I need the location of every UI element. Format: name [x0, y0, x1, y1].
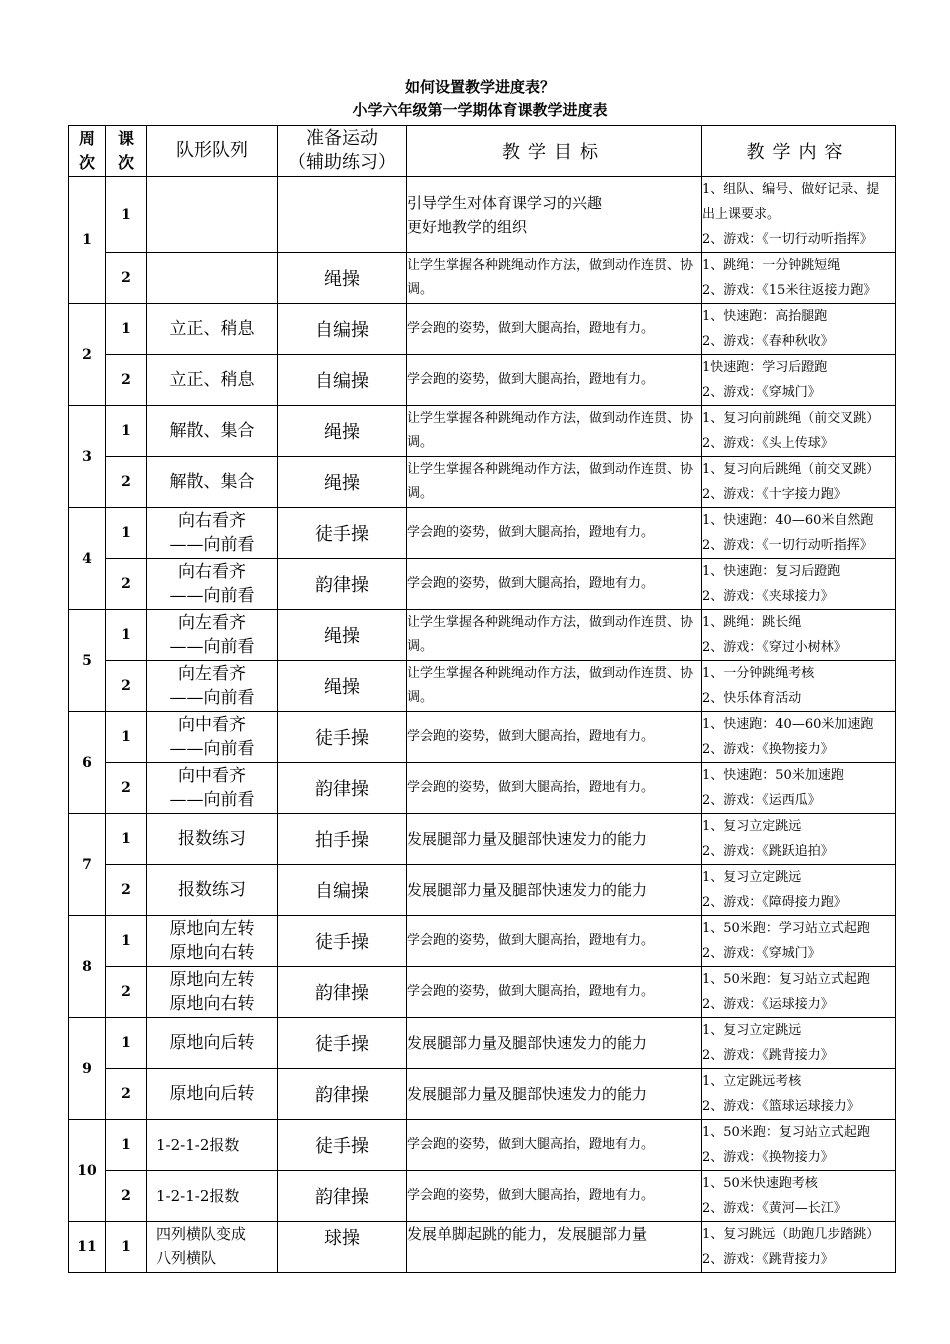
- table-row: [69, 712, 896, 763]
- warmup-cell: 自编操: [278, 865, 407, 916]
- content-line: 1、快速跑：40—60米自然跑: [702, 513, 874, 528]
- lesson-cell: 2: [106, 763, 147, 814]
- formation-cell: 向中看齐 ——向前看: [147, 763, 278, 814]
- table-row: [69, 355, 896, 406]
- warmup-cell: 自编操: [278, 304, 407, 355]
- warmup-cell: 拍手操: [278, 814, 407, 865]
- goal-line: 发展腿部力量及腿部快速发力的能力: [407, 830, 648, 848]
- goal-cell: [407, 763, 702, 814]
- goal-line: 学会跑的姿势，做到大腿高抬，蹬地有力。: [407, 1137, 655, 1152]
- goal-line: 让学生掌握各种跳绳动作方法，做到动作连贯、协调。: [407, 666, 694, 705]
- formation-cell: 立正、稍息: [147, 355, 278, 406]
- title-block: [0, 76, 950, 122]
- goal-line: 发展腿部力量及腿部快速发力的能力: [407, 1085, 648, 1103]
- content-cell: [702, 508, 896, 559]
- warmup-cell: 韵律操: [278, 1171, 407, 1222]
- table-row: [69, 304, 896, 355]
- content-line: 2、游戏：《跳跃追拍》: [702, 844, 834, 859]
- week-cell: 4: [69, 508, 106, 610]
- content-line: 2、游戏：《运西瓜》: [702, 793, 821, 808]
- goal-line: 发展单脚起跳的能力，发展腿部力量: [407, 1225, 648, 1243]
- table-row: [69, 1222, 896, 1273]
- formation-cell: 向左看齐 ——向前看: [147, 661, 278, 712]
- content-cell: [702, 865, 896, 916]
- goal-line: 学会跑的姿势，做到大腿高抬，蹬地有力。: [407, 372, 655, 387]
- formation-cell: 原地向后转: [147, 1069, 278, 1120]
- goal-cell: [407, 610, 702, 661]
- content-line: 2、游戏：《黄河—长江》: [702, 1201, 847, 1216]
- week-cell: 5: [69, 610, 106, 712]
- content-line: 1、组队、编号、做好记录、提: [702, 182, 880, 197]
- goal-cell: [407, 508, 702, 559]
- content-cell: [702, 763, 896, 814]
- content-line: 2、快乐体育活动: [702, 691, 802, 706]
- goal-line: 学会跑的姿势，做到大腿高抬，蹬地有力。: [407, 729, 655, 744]
- week-cell: 3: [69, 406, 106, 508]
- content-cell: [702, 559, 896, 610]
- goal-line: 学会跑的姿势，做到大腿高抬，蹬地有力。: [407, 576, 655, 591]
- formation-cell: 向右看齐 ——向前看: [147, 559, 278, 610]
- content-line: 2、游戏：《换物接力》: [702, 742, 834, 757]
- goal-line: 引导学生对体育课学习的兴趣: [407, 193, 603, 212]
- table-row: [69, 763, 896, 814]
- warmup-cell: 徒手操: [278, 1018, 407, 1069]
- lesson-cell: 2: [106, 559, 147, 610]
- content-line: 2、游戏：《篮球运球接力》: [702, 1099, 860, 1114]
- table-row: [69, 253, 896, 304]
- lesson-cell: 2: [106, 1171, 147, 1222]
- week-cell: 8: [69, 916, 106, 1018]
- header-warmup-line2: （辅助练习）: [288, 152, 396, 173]
- lesson-cell: 1: [106, 1018, 147, 1069]
- content-cell: [702, 1171, 896, 1222]
- goal-cell: [407, 1120, 702, 1171]
- content-line: 出上课要求。: [702, 207, 781, 222]
- content-cell: [702, 1120, 896, 1171]
- content-line: 2、游戏：《换物接力》: [702, 1150, 834, 1165]
- content-line: 2、游戏：《十字接力跑》: [702, 487, 847, 502]
- goal-cell: [407, 406, 702, 457]
- goal-line: 学会跑的姿势，做到大腿高抬，蹬地有力。: [407, 933, 655, 948]
- table-row: [69, 508, 896, 559]
- content-cell: [702, 406, 896, 457]
- formation-cell: [147, 253, 278, 304]
- content-cell: [702, 457, 896, 508]
- week-cell: 11: [69, 1222, 106, 1273]
- lesson-cell: 1: [106, 508, 147, 559]
- content-line: 1、一分钟跳绳考核: [702, 666, 815, 681]
- content-cell: [702, 712, 896, 763]
- content-line: 1、50米跑：复习站立式起跑: [702, 972, 870, 987]
- content-line: 2、游戏：《春种秋收》: [702, 334, 834, 349]
- content-cell: [702, 1069, 896, 1120]
- content-line: 2、游戏：《穿城门》: [702, 946, 821, 961]
- header-formation: 队形队列: [147, 126, 278, 177]
- goal-cell: [407, 1018, 702, 1069]
- table-row: [69, 865, 896, 916]
- table-row: [69, 1120, 896, 1171]
- content-line: 2、游戏：《穿城门》: [702, 385, 821, 400]
- lesson-cell: 1: [106, 916, 147, 967]
- content-line: 2、游戏：《跳背接力》: [702, 1048, 834, 1063]
- content-line: 1、复习向后跳绳（前交叉跳）: [702, 462, 880, 477]
- formation-cell: 1-2-1-2报数: [147, 1120, 278, 1171]
- warmup-cell: 自编操: [278, 355, 407, 406]
- formation-cell: 1-2-1-2报数: [147, 1171, 278, 1222]
- content-line: 1、复习立定跳远: [702, 870, 802, 885]
- goal-line: 学会跑的姿势，做到大腿高抬，蹬地有力。: [407, 525, 655, 540]
- warmup-cell: 绳操: [278, 610, 407, 661]
- goal-line: 学会跑的姿势，做到大腿高抬，蹬地有力。: [407, 780, 655, 795]
- content-line: 2、游戏：《头上传球》: [702, 436, 834, 451]
- table-row: [69, 1171, 896, 1222]
- content-line: 2、游戏：《运球接力》: [702, 997, 834, 1012]
- formation-cell: 报数练习: [147, 814, 278, 865]
- warmup-cell: 球操: [278, 1222, 407, 1273]
- lesson-cell: 2: [106, 457, 147, 508]
- week-cell: 2: [69, 304, 106, 406]
- formation-cell: 立正、稍息: [147, 304, 278, 355]
- content-line: 1、快速跑：高抬腿跑: [702, 309, 828, 324]
- content-line: 1、快速跑：复习后蹬跑: [702, 564, 841, 579]
- formation-cell: 报数练习: [147, 865, 278, 916]
- goal-cell: [407, 865, 702, 916]
- formation-cell: 原地向左转 原地向右转: [147, 916, 278, 967]
- content-line: 2、游戏：《障碍接力跑》: [702, 895, 847, 910]
- header-row: [69, 126, 896, 177]
- content-cell: [702, 304, 896, 355]
- content-line: 1、50米跑：复习站立式起跑: [702, 1125, 870, 1140]
- goal-cell: [407, 177, 702, 253]
- content-line: 2、游戏：《一切行动听指挥》: [702, 538, 873, 553]
- content-line: 2、游戏：《穿过小树林》: [702, 640, 847, 655]
- content-line: 1、跳绳：一分钟跳短绳: [702, 258, 841, 273]
- goal-cell: [407, 967, 702, 1018]
- goal-cell: [407, 916, 702, 967]
- warmup-cell: 韵律操: [278, 967, 407, 1018]
- lesson-cell: 2: [106, 967, 147, 1018]
- warmup-cell: 韵律操: [278, 763, 407, 814]
- content-line: 1、50米快速跑考核: [702, 1176, 818, 1191]
- formation-cell: 四列横队变成 八列横队: [147, 1222, 278, 1273]
- content-line: 1快速跑：学习后蹬跑: [702, 360, 828, 375]
- header-warmup: [278, 126, 407, 177]
- warmup-cell: 绳操: [278, 661, 407, 712]
- goal-cell: [407, 355, 702, 406]
- warmup-cell: 徒手操: [278, 1120, 407, 1171]
- header-content: 教学内容: [702, 126, 896, 177]
- goal-line: 让学生掌握各种跳绳动作方法，做到动作连贯、协调。: [407, 615, 694, 654]
- formation-cell: 向中看齐 ——向前看: [147, 712, 278, 763]
- content-cell: [702, 1222, 896, 1273]
- warmup-cell: [278, 177, 407, 253]
- goal-cell: [407, 814, 702, 865]
- lesson-cell: 1: [106, 406, 147, 457]
- content-line: 2、游戏：《15米往返接力跑》: [702, 283, 877, 298]
- content-cell: [702, 253, 896, 304]
- content-cell: [702, 967, 896, 1018]
- goal-cell: [407, 304, 702, 355]
- goal-line: 更好地教学的组织: [407, 217, 528, 236]
- content-cell: [702, 355, 896, 406]
- week-cell: 9: [69, 1018, 106, 1120]
- lesson-cell: 2: [106, 355, 147, 406]
- goal-cell: [407, 661, 702, 712]
- goal-cell: [407, 559, 702, 610]
- content-line: 2、游戏：《跳背接力》: [702, 1252, 834, 1267]
- content-line: 1、快速跑：50米加速跑: [702, 768, 844, 783]
- goal-line: 让学生掌握各种跳绳动作方法，做到动作连贯、协调。: [407, 462, 694, 501]
- goal-line: 学会跑的姿势，做到大腿高抬，蹬地有力。: [407, 984, 655, 999]
- goal-cell: [407, 253, 702, 304]
- goal-line: 学会跑的姿势，做到大腿高抬，蹬地有力。: [407, 321, 655, 336]
- warmup-cell: 绳操: [278, 406, 407, 457]
- table-row: [69, 559, 896, 610]
- formation-cell: 原地向左转 原地向右转: [147, 967, 278, 1018]
- lesson-cell: 1: [106, 1120, 147, 1171]
- content-line: 1、复习立定跳远: [702, 819, 802, 834]
- goal-line: 发展腿部力量及腿部快速发力的能力: [407, 1034, 648, 1052]
- table-row: [69, 1069, 896, 1120]
- goal-line: 学会跑的姿势，做到大腿高抬，蹬地有力。: [407, 1188, 655, 1203]
- table-row: [69, 406, 896, 457]
- table-row: [69, 457, 896, 508]
- warmup-cell: 徒手操: [278, 712, 407, 763]
- table-row: [69, 1018, 896, 1069]
- lesson-cell: 2: [106, 1069, 147, 1120]
- lesson-cell: 1: [106, 304, 147, 355]
- content-cell: [702, 610, 896, 661]
- schedule-body: [69, 177, 896, 1273]
- schedule-table: [68, 125, 896, 1273]
- week-cell: 7: [69, 814, 106, 916]
- content-line: 2、游戏：《夹球接力》: [702, 589, 834, 604]
- content-cell: [702, 916, 896, 967]
- content-line: 2、游戏：《一切行动听指挥》: [702, 232, 873, 247]
- content-line: 1、快速跑：40—60米加速跑: [702, 717, 874, 732]
- header-week: 周 次: [69, 126, 106, 177]
- table-row: [69, 967, 896, 1018]
- goal-line: 发展腿部力量及腿部快速发力的能力: [407, 881, 648, 899]
- goal-cell: [407, 1171, 702, 1222]
- content-cell: [702, 1018, 896, 1069]
- table-row: [69, 610, 896, 661]
- table-row: [69, 814, 896, 865]
- week-cell: 1: [69, 177, 106, 304]
- warmup-cell: 徒手操: [278, 508, 407, 559]
- content-line: 1、50米跑：学习站立式起跑: [702, 921, 870, 936]
- warmup-cell: 徒手操: [278, 916, 407, 967]
- lesson-cell: 1: [106, 1222, 147, 1273]
- table-row: [69, 177, 896, 253]
- lesson-cell: 1: [106, 712, 147, 763]
- table-row: [69, 916, 896, 967]
- document-title: 如何设置教学进度表？: [404, 78, 555, 96]
- week-cell: 6: [69, 712, 106, 814]
- header-lesson: 课 次: [106, 126, 147, 177]
- content-cell: [702, 814, 896, 865]
- content-line: 1、复习向前跳绳（前交叉跳）: [702, 411, 880, 426]
- header-warmup-line1: 准备运动: [306, 128, 378, 149]
- goal-cell: [407, 457, 702, 508]
- content-line: 1、复习立定跳远: [702, 1023, 802, 1038]
- content-cell: [702, 661, 896, 712]
- content-line: 1、跳绳：跳长绳: [702, 615, 802, 630]
- formation-cell: 向右看齐 ——向前看: [147, 508, 278, 559]
- table-title: 小学六年级第一学期体育课教学进度表: [352, 101, 608, 119]
- header-goal: 教学目标: [407, 126, 702, 177]
- goal-cell: [407, 1069, 702, 1120]
- formation-cell: 解散、集合: [147, 457, 278, 508]
- warmup-cell: 绳操: [278, 253, 407, 304]
- lesson-cell: 2: [106, 253, 147, 304]
- content-line: 1、复习跳远（助跑几步踏跳）: [702, 1227, 880, 1242]
- lesson-cell: 2: [106, 661, 147, 712]
- lesson-cell: 1: [106, 610, 147, 661]
- goal-cell: [407, 1222, 702, 1273]
- warmup-cell: 绳操: [278, 457, 407, 508]
- goal-line: 让学生掌握各种跳绳动作方法，做到动作连贯、协调。: [407, 258, 694, 297]
- warmup-cell: 韵律操: [278, 559, 407, 610]
- week-cell: 10: [69, 1120, 106, 1222]
- content-line: 1、立定跳远考核: [702, 1074, 802, 1089]
- formation-cell: 向左看齐 ——向前看: [147, 610, 278, 661]
- table-row: [69, 661, 896, 712]
- warmup-cell: 韵律操: [278, 1069, 407, 1120]
- formation-cell: 原地向后转: [147, 1018, 278, 1069]
- lesson-cell: 1: [106, 814, 147, 865]
- formation-cell: 解散、集合: [147, 406, 278, 457]
- lesson-cell: 2: [106, 865, 147, 916]
- goal-line: 让学生掌握各种跳绳动作方法，做到动作连贯、协调。: [407, 411, 694, 450]
- formation-cell: [147, 177, 278, 253]
- lesson-cell: 1: [106, 177, 147, 253]
- content-cell: [702, 177, 896, 253]
- goal-cell: [407, 712, 702, 763]
